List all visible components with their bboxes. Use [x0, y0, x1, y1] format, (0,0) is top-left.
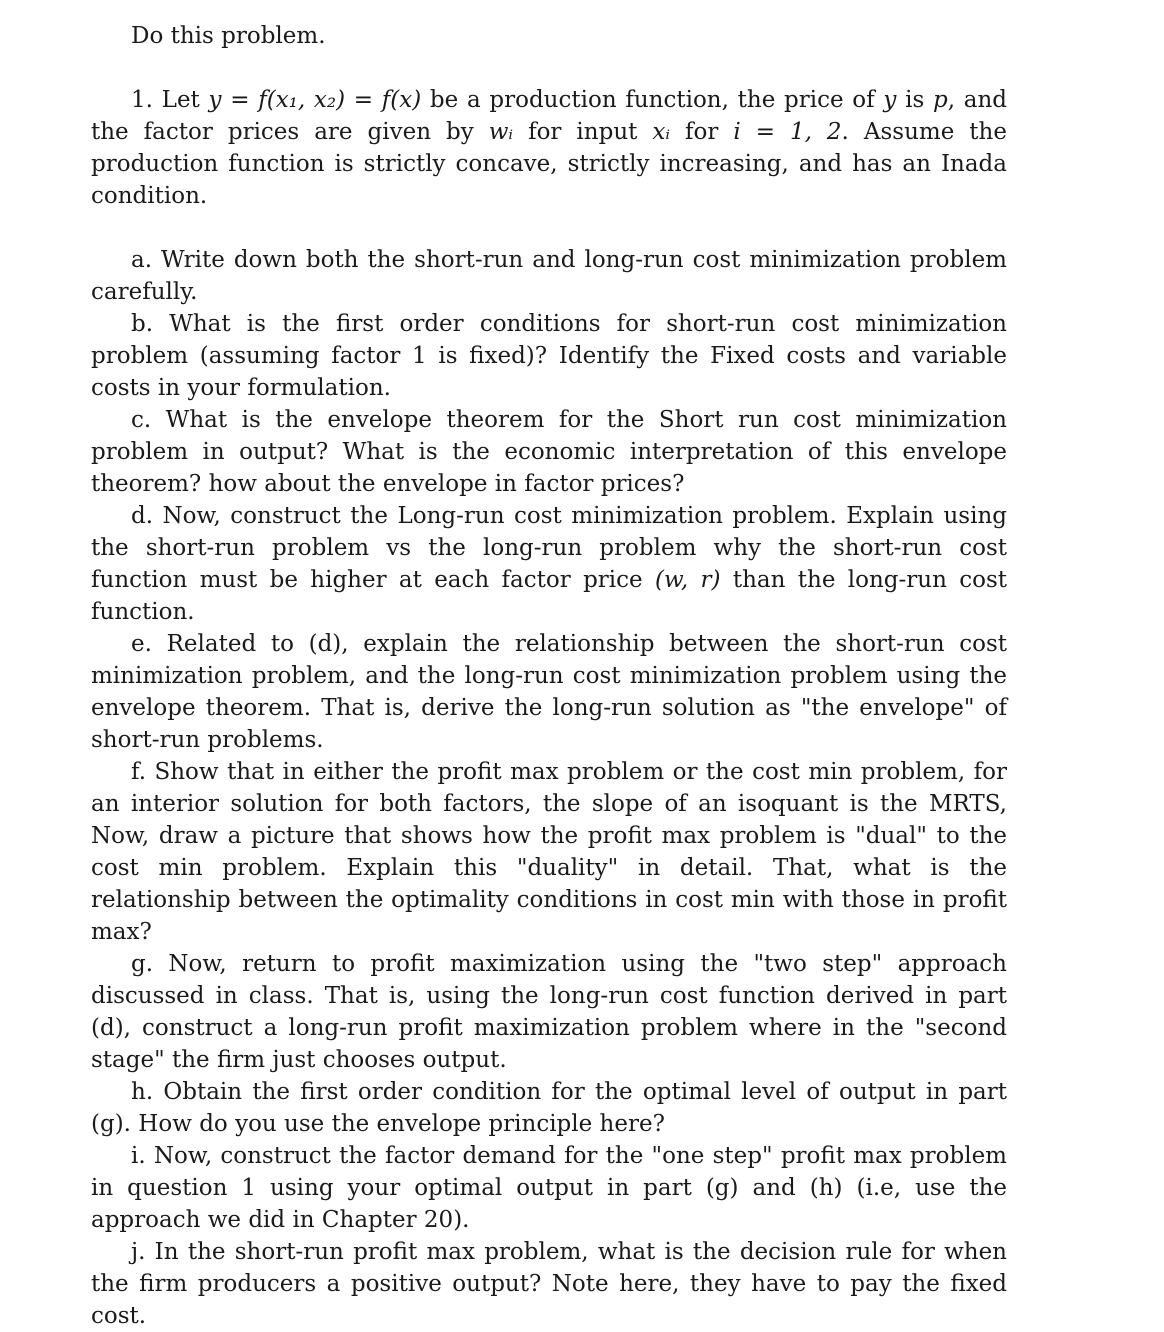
part-g: g. Now, return to profit maximization using the "two step" approach discussed in class. That is, using the long-run cost function derived in part (d), construct a long-run profit maximization problem where in the "second stage" the firm just chooses output. — [91, 951, 1007, 1073]
factor-price-math: (w, r) — [654, 567, 721, 593]
part-b: b. What is the first order conditions for short-run cost minimization problem (assuming factor 1 is fixed)? Identify the Fixed costs and variable costs in your formulation. — [91, 311, 1007, 401]
question-parts — [91, 244, 1007, 1332]
part-d: d. Now, construct the Long-run cost minimization problem. Explain using the short-run problem vs the long-run problem why the short-run cost function must be higher at each factor price (w, r) than the long-run cost function. — [91, 503, 1007, 625]
problem-statement: 1. Let y = f(x₁, x₂) = f(x) be a production function, the price of y is p, and the factor prices are given by wᵢ for input xᵢ for i = 1, 2. Assume the production function is strictly concave, strictly increasing, and has an Inada condition. — [91, 87, 1007, 209]
part-f: f. Show that in either the profit max problem or the cost min problem, for an interior solution for both factors, the slope of an isoquant is the MRTS, Now, draw a picture that shows how the profit max problem is "dual" to the cost min problem. Explain this "duality" in detail. That, what is the relationship between the optimality conditions in cost min with those in profit max? — [91, 759, 1007, 945]
part-a: a. Write down both the short-run and long-run cost minimization problem carefully. — [91, 247, 1007, 305]
part-h: h. Obtain the first order condition for the optimal level of output in part (g). How do you use the envelope principle here? — [91, 1079, 1007, 1137]
part-i: i. Now, construct the factor demand for the "one step" profit max problem in question 1 using your optimal output in part (g) and (h) (i.e, use the approach we did in Chapter 20). — [91, 1143, 1007, 1233]
document-page — [91, 20, 1007, 1332]
intro-text: Do this problem. — [131, 23, 326, 49]
problem-label: 1. — [131, 87, 153, 113]
part-e: e. Related to (d), explain the relationship between the short-run cost minimization problem, and the long-run cost minimization problem using the envelope theorem. That is, derive the long-run solution as "the envelope" of short-run problems. — [91, 631, 1007, 753]
part-j: j. In the short-run profit max problem, what is the decision rule for when the firm producers a positive output? Note here, they have to pay the fixed cost. — [91, 1239, 1007, 1329]
part-c: c. What is the envelope theorem for the Short run cost minimization problem in output? What is the economic interpretation of this envelope theorem? how about the envelope in factor prices? — [91, 407, 1007, 497]
production-function-math: y = f(x₁, x₂) = f(x) — [208, 87, 422, 113]
